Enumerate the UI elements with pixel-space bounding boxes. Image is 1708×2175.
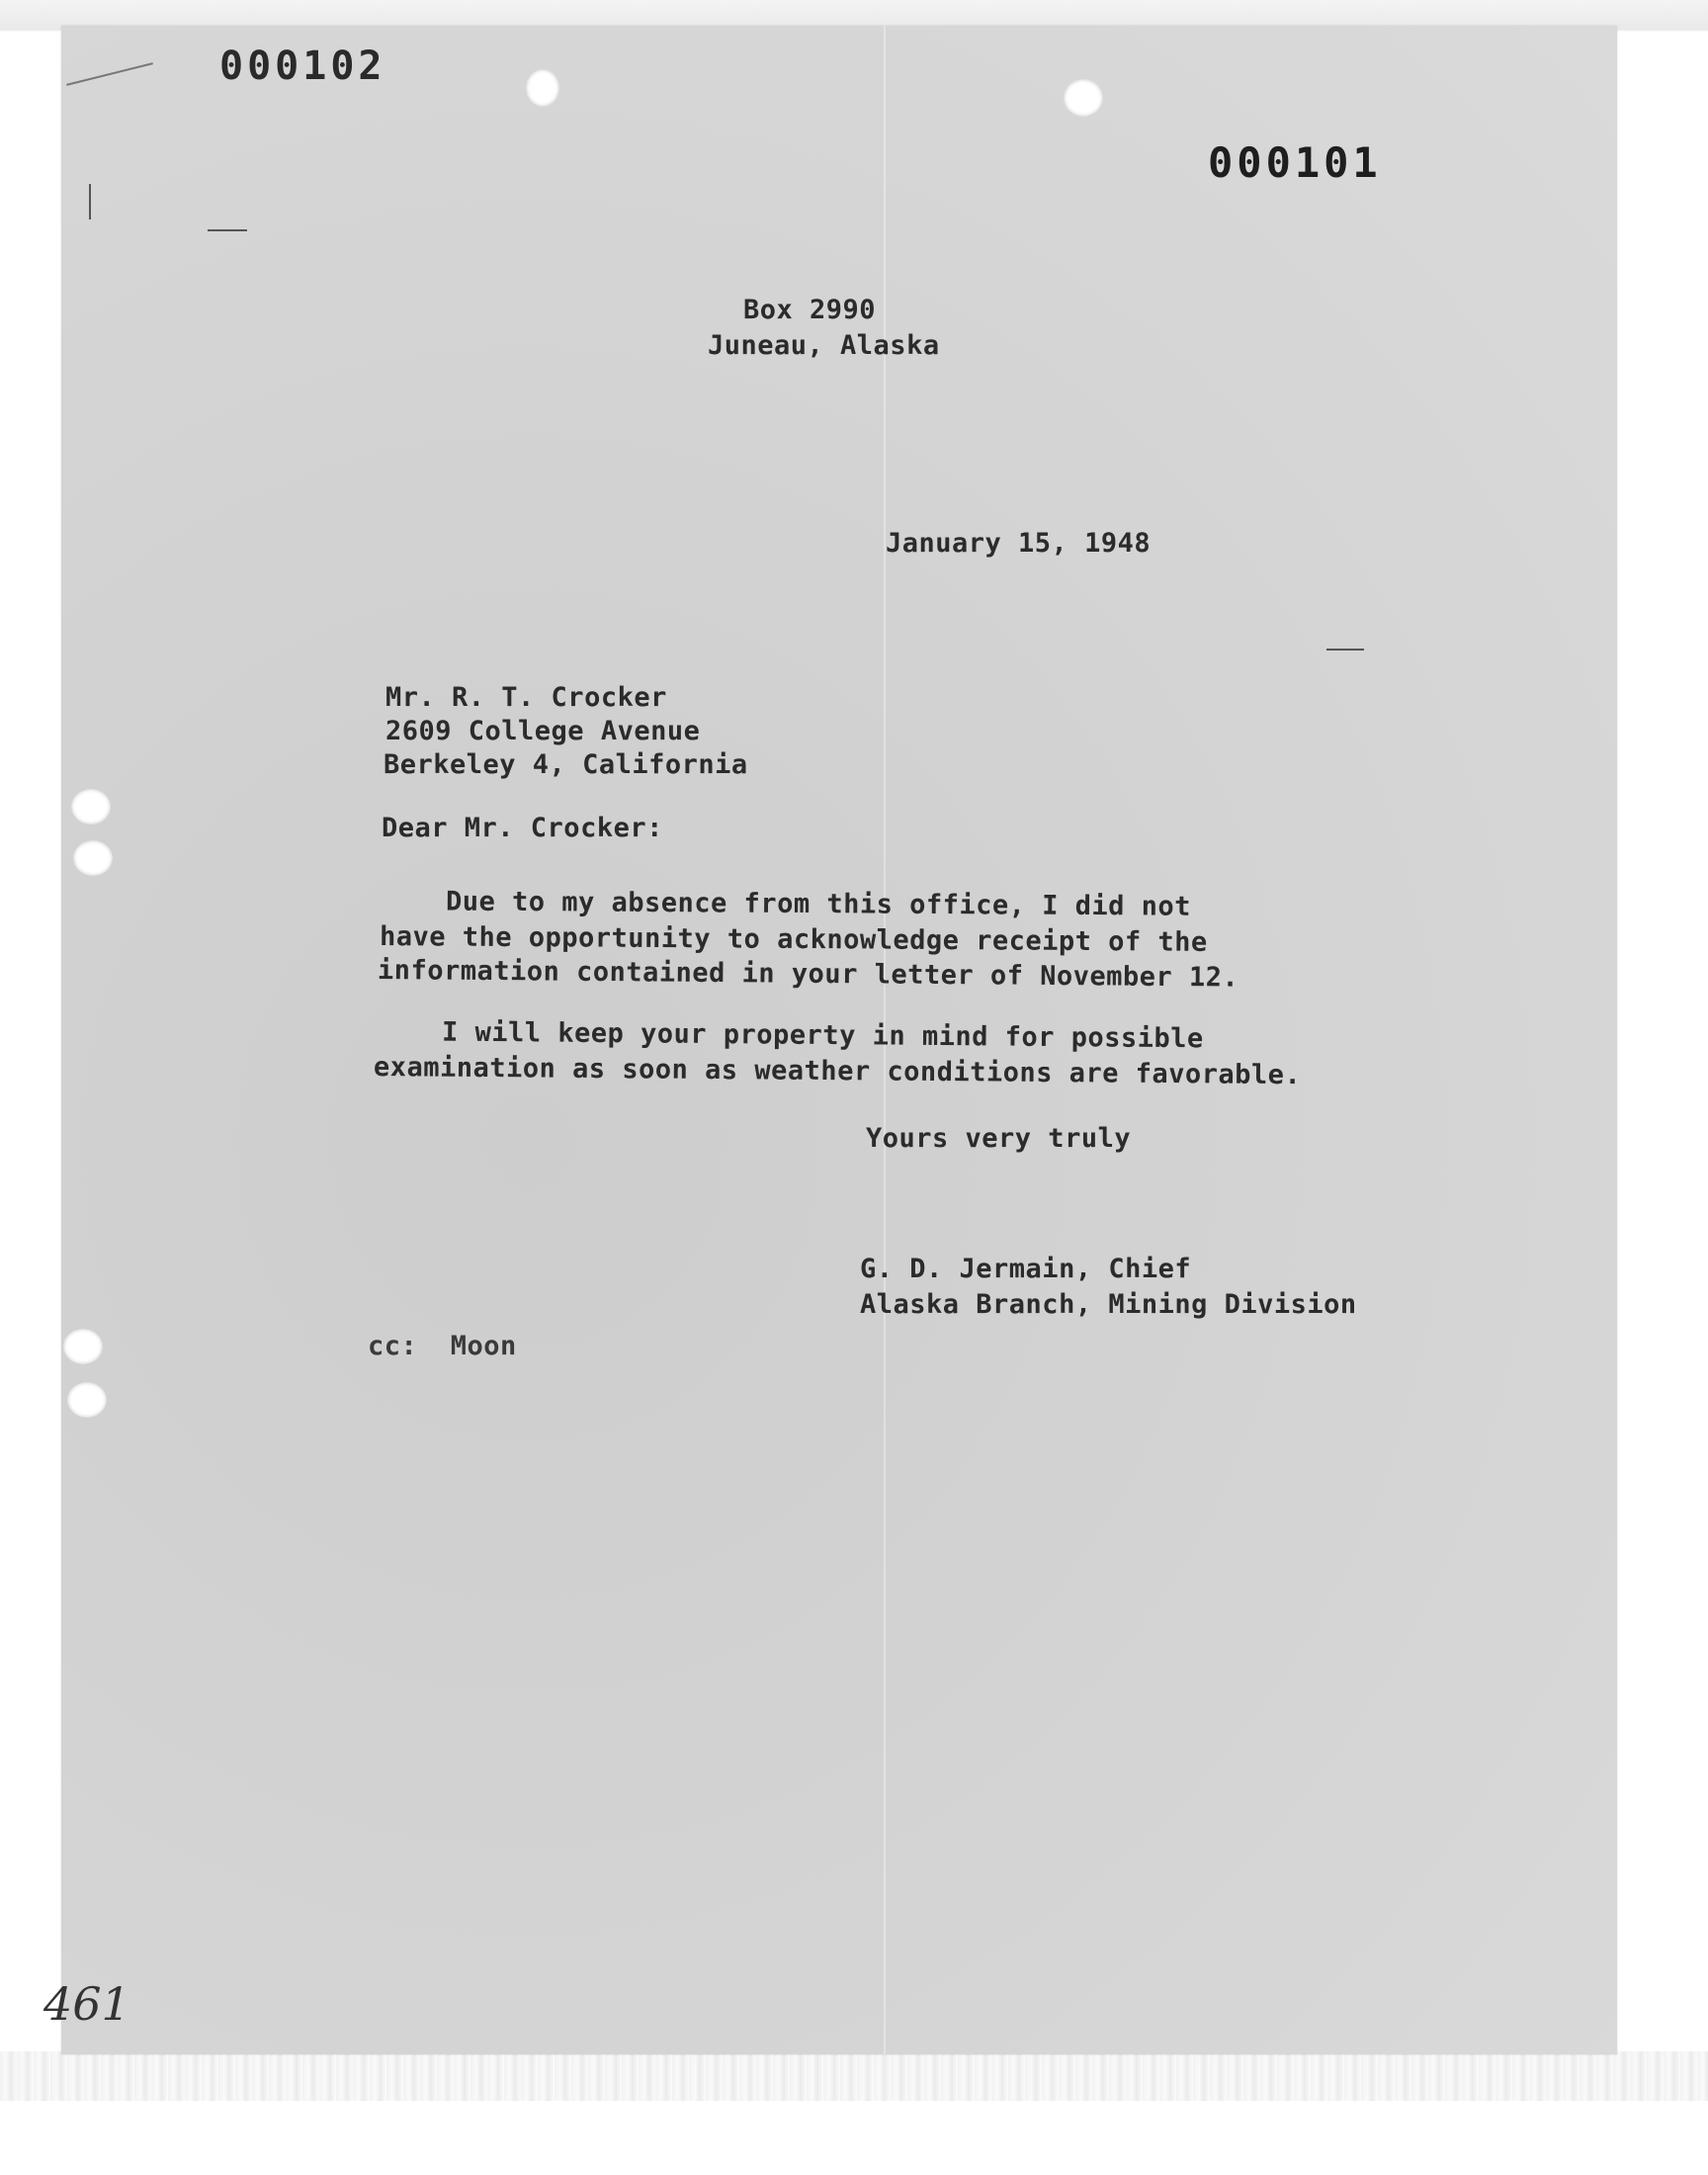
scan-artifact-strip bbox=[0, 2051, 1708, 2101]
body-paragraph-2-line: examination as soon as weather conditions are favorable. bbox=[373, 1052, 1302, 1091]
body-paragraph-1-line: Due to my absence from this office, I did not bbox=[379, 886, 1192, 922]
body-paragraph-1-line: have the opportunity to acknowledge receipt of the bbox=[379, 921, 1208, 958]
recipient-city: Berkeley 4, California bbox=[384, 749, 748, 780]
punch-hole bbox=[73, 840, 113, 876]
punch-hole bbox=[71, 789, 111, 825]
stray-mark bbox=[208, 229, 247, 231]
stray-mark bbox=[89, 184, 91, 219]
sender-address-line1: Box 2990 bbox=[743, 295, 877, 325]
signature-name-title: G. D. Jermain, Chief bbox=[860, 1254, 1192, 1284]
stray-mark bbox=[1326, 649, 1364, 651]
punch-hole bbox=[1064, 79, 1103, 117]
recipient-street: 2609 College Avenue bbox=[385, 716, 701, 746]
punch-hole bbox=[67, 1382, 107, 1418]
carbon-copy: cc: Moon bbox=[368, 1331, 517, 1361]
document-number-stamp-inverted: 000102 bbox=[219, 44, 386, 89]
sender-address-line2: Juneau, Alaska bbox=[708, 330, 940, 361]
punch-hole bbox=[63, 1329, 103, 1364]
document-number-stamp: 000101 bbox=[1208, 138, 1382, 187]
punch-hole bbox=[526, 69, 559, 107]
closing: Yours very truly bbox=[866, 1123, 1132, 1154]
body-paragraph-2-line: I will keep your property in mind for possible bbox=[375, 1016, 1204, 1055]
body-paragraph-1-line: information contained in your letter of November 12. bbox=[377, 955, 1239, 994]
handwritten-page-number: 461 bbox=[43, 1977, 130, 2031]
letter-date: January 15, 1948 bbox=[886, 528, 1152, 559]
signature-organization: Alaska Branch, Mining Division bbox=[860, 1289, 1357, 1320]
recipient-name: Mr. R. T. Crocker bbox=[385, 682, 667, 713]
stray-mark bbox=[66, 62, 153, 86]
salutation: Dear Mr. Crocker: bbox=[382, 813, 663, 843]
